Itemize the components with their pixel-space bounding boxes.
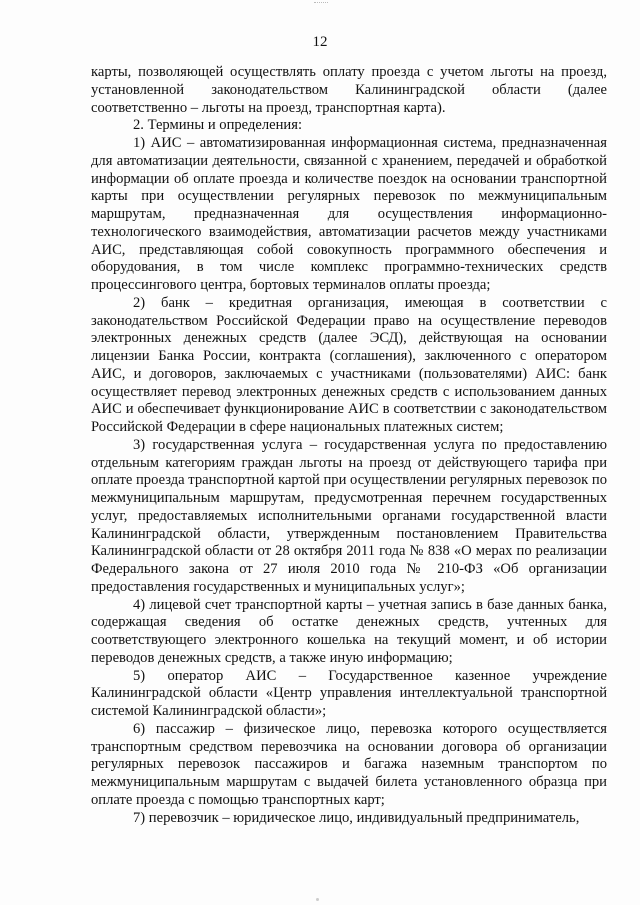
definition-carrier: 7) перевозчик – юридическое лицо, индивидуальный предприниматель, <box>133 809 580 826</box>
scan-mark-bottom <box>316 898 319 901</box>
page-number: 12 <box>312 34 328 50</box>
scan-mark-top <box>314 2 328 5</box>
document-body <box>91 64 607 827</box>
definition-passenger: 6) пассажир – физическое лицо, перевозка которого осуществляется транспортным средством перевозчика на основании договора об организации регулярных перевозок пассажиров и багажа наземным транспортом по межмуниципальным маршрутам с выдачей билета установленного образца при оплате проезда с помощью транспортных карт; <box>91 720 607 808</box>
definition-state-service: 3) государственная услуга – государственная услуга по предоставлению отдельным категориям граждан льготы на проезд от действующего тарифа при оплате проезда транспортной картой при осуществлении регулярных перевозок по межмуниципальным маршрутам, предусмотренная перечнем государственных услуг, предоставляемых исполнительными органами государственной власти Калининградской области, утвержденным постановлением Правительства Калининградской области от 28 октября 2011 года № 838 «О мерах по реализации Федерального закона от 27 июля 2010 года № 210-ФЗ «Об организации предоставления государственных и муниципальных услуг»; <box>91 436 607 595</box>
definition-ais: 1) АИС – автоматизированная информационная система, предназначенная для автоматизации деятельности, связанной с хранением, передачей и обработкой информации об оплате проезда и количестве поездок на основании транспортной карты при осуществлении регулярных перевозок по межмуниципальным маршрутам, предназначенная для осуществления информационно-технологического взаимодействия, автоматизации расчетов между участниками АИС, представляющая собой совокупность программного обеспечения и оборудования, в том числе комплекс программно-технических средств процессингового центра, бортовых терминалов оплаты проезда; <box>91 135 607 293</box>
section-heading-terms: 2. Термины и определения: <box>133 117 303 134</box>
definition-ais-operator: 5) оператор АИС – Государственное казенное учреждение Калининградской области «Центр управления интеллектуальной транспортной системой Калининградской области»; <box>91 667 607 719</box>
definition-card-account: 4) лицевой счет транспортной карты – учетная запись в базе данных банка, содержащая сведения об остатке денежных средств, учтенных для соответствующего электронного кошелька на текущий момент, и об истории переводов денежных средств, а также иную информацию; <box>91 596 607 666</box>
definition-bank: 2) банк – кредитная организация, имеющая в соответствии с законодательством Российской Федерации право на осуществление переводов электронных денежных средств (далее ЭСД), действующая на основании лицензии Банка России, контракта (соглашения), заключенного с оператором АИС, и договоров, заключаемых с участниками (пользователями) АИС: банк осуществляет перевод электронных денежных средств с использованием данных АИС и обеспечивает функционирование АИС в соответствии с законодательством Российской Федерации в сфере национальных платежных систем; <box>91 294 607 435</box>
paragraph-continuation: карты, позволяющей осуществлять оплату проезда с учетом льготы на проезд, установленной законодательством Калининградской области (далее соответственно – льготы на проезд, транспортная карта). <box>91 64 607 116</box>
